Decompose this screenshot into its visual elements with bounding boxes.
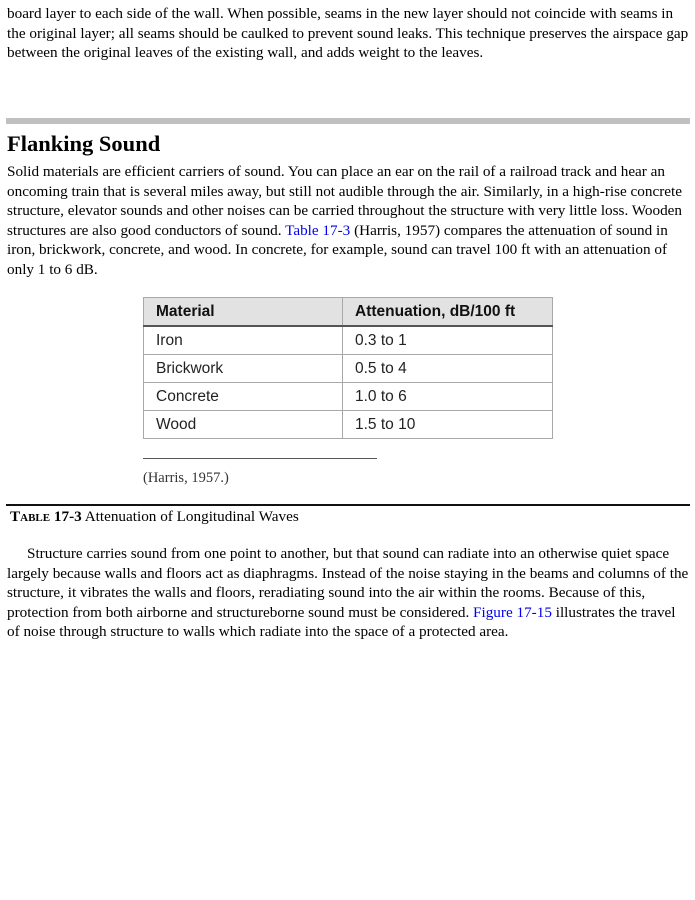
cell-material: Brickwork [144, 355, 343, 383]
closing-paragraph [7, 544, 691, 642]
caption-rule [6, 504, 690, 506]
intro-paragraph: board layer to each side of the wall. When possible, seams in the new layer should not coincide with seams in the original layer; all seams should be caulked to prevent sound leaks. This technique preserves the airspace gap between the original leaves of the existing wall, and adds weight to the leaves. [7, 5, 689, 62]
table-caption [10, 507, 299, 527]
section-divider [6, 118, 690, 124]
table-row [144, 355, 553, 383]
cell-attenuation: 1.0 to 6 [343, 383, 553, 411]
caption-text: Attenuation of Longitudinal Waves [81, 508, 299, 525]
table-row [144, 326, 553, 355]
cell-attenuation: 0.3 to 1 [343, 326, 553, 355]
cell-material: Iron [144, 326, 343, 355]
column-header-attenuation: Attenuation, dB/100 ft [343, 298, 553, 327]
flanking-sound-paragraph [7, 162, 691, 280]
paragraph-text: Solid materials are efficient carriers of sound. You can place an ear on the rail of a railroad track and hear an oncoming train that is several miles away, but still not audible through the air. Similarly, in a high-rise concrete structure, elevator sounds and other noises can be carried throughout the structure with very little loss. Wooden structures are also good conductors of sound. [7, 163, 683, 239]
table-row [144, 411, 553, 439]
cell-material: Concrete [144, 383, 343, 411]
caption-label: Table 17-3 [10, 508, 82, 525]
cell-attenuation: 1.5 to 10 [343, 411, 553, 439]
attenuation-table-container [143, 297, 553, 439]
figure-17-15-link[interactable]: Figure 17-15 [473, 603, 552, 621]
cell-material: Wood [144, 411, 343, 439]
table-row [144, 383, 553, 411]
attenuation-table [143, 297, 553, 439]
table-source: (Harris, 1957.) [143, 470, 229, 486]
paragraph-text: (Harris, 1957) compares the attenuation of sound in iron, brickwork, concrete, and wood. In concrete, for example, sound can travel 100 ft with an attenuation of only 1 to 6 dB. [7, 221, 668, 278]
source-rule [143, 458, 377, 459]
table-17-3-link[interactable]: Table 17-3 [285, 221, 351, 239]
cell-attenuation: 0.5 to 4 [343, 355, 553, 383]
paragraph-text: illustrates the travel of noise through structure to walls which radiate into the space of a protected area. [7, 603, 676, 641]
column-header-material: Material [144, 298, 343, 327]
section-heading: Flanking Sound [7, 131, 161, 156]
table-header-row [144, 298, 553, 327]
paragraph-text: Structure carries sound from one point to another, but that sound can radiate into an otherwise quiet space largely because walls and floors act as diaphragms. Instead of the noise staying in the beams and columns of the structure, it vibrates the walls and floors, reradiating sound into the air within the rooms. Because of this, protection from both airborne and structureborne sound must be considered. [7, 545, 689, 621]
